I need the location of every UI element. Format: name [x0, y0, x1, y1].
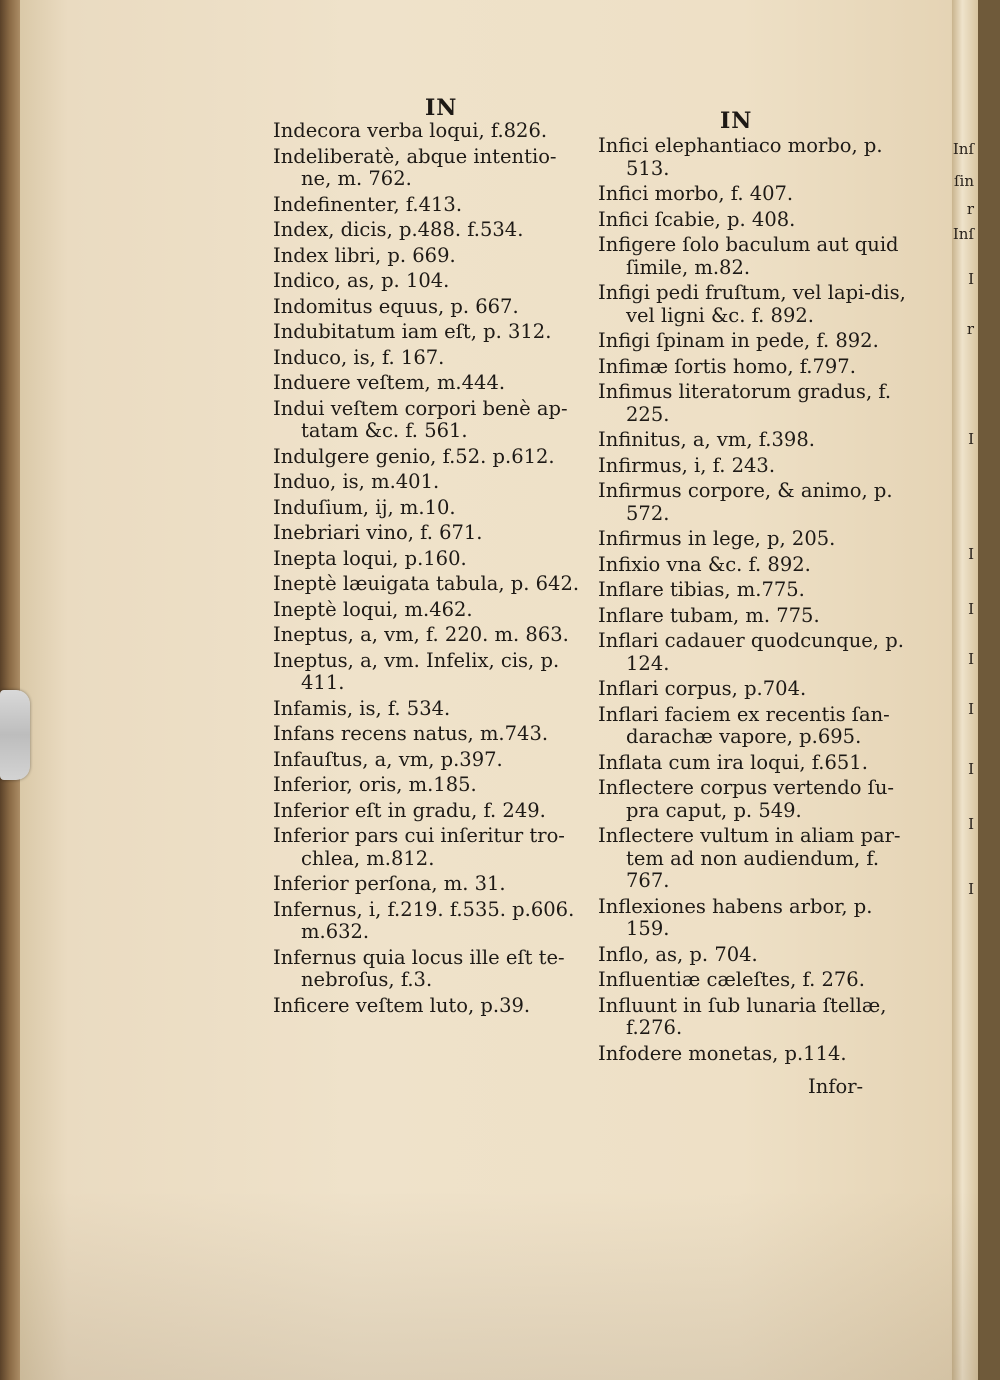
index-entry: Inferior eſt in gradu, f. 249.: [273, 798, 546, 822]
index-entry: Infigi pedi fruſtum, vel lapi-dis, vel ligni &c. f. 892.: [598, 281, 906, 327]
index-entry: Inflari faciem ex recentis ſan-darachæ vapore, p.695.: [598, 702, 890, 748]
index-entry: Inflari corpus, p.704.: [598, 677, 807, 700]
index-entry: Inepta loqui, p.160.: [273, 546, 467, 570]
index-entry: Infigi ſpinam in pede, f. 892.: [598, 329, 879, 352]
index-entry: Indecora verba loqui, f.826.: [273, 119, 548, 142]
index-entry: Indico, as, p. 104.: [273, 269, 450, 292]
index-entry: Inflectere vultum in aliam par-tem ad non audiendum, f. 767.: [598, 824, 901, 892]
index-entry: Inferior perſona, m. 31.: [273, 872, 506, 895]
left-column-header: IN: [425, 95, 458, 121]
index-entry: Indulgere genio, f.52. p.612.: [273, 444, 555, 468]
right-index-column: [598, 135, 910, 1068]
index-entry: Inflexiones habens arbor, p. 159.: [598, 894, 873, 940]
index-entry: Ineptus, a, vm, f. 220. m. 863.: [273, 623, 569, 646]
next-page-fragment: I: [968, 600, 974, 618]
catchword: Infor-: [808, 1075, 864, 1098]
index-entry: Inflari cadauer quodcunque, p. 124.: [598, 629, 904, 675]
index-entry: Infernus, i, f.219. f.535. p.606. m.632.: [273, 897, 575, 943]
next-page-fragment: ſin: [953, 172, 974, 190]
index-entry: Inflare tubam, m. 775.: [598, 603, 820, 627]
page-clip: [0, 690, 30, 780]
index-entry: Inflare tibias, m.775.: [598, 578, 805, 601]
next-page-fragment: r: [966, 200, 974, 218]
index-entry: Inflata cum ira loqui, f.651.: [598, 750, 868, 774]
index-entry: Infernus quia locus ille eſt te-nebroſus, f.3.: [273, 945, 565, 991]
index-entry: Infauſtus, a, vm, p.397.: [273, 747, 503, 771]
index-entry: Infodere monetas, p.114.: [598, 1041, 847, 1065]
index-entry: Inficere veſtem luto, p.39.: [273, 993, 531, 1017]
index-entry: Indomitus equus, p. 667.: [273, 294, 519, 318]
index-entry: Infirmus, i, f. 243.: [598, 453, 776, 477]
next-page-fragment: I: [968, 545, 974, 563]
index-entry: Infixio vna &c. f. 892.: [598, 552, 811, 576]
index-entry: Indubitatum iam eſt, p. 312.: [273, 320, 552, 343]
index-entry: Inflo, as, p. 704.: [598, 942, 758, 966]
left-index-column: [273, 120, 583, 1020]
index-entry: Infamis, is, f. 534.: [273, 696, 451, 720]
index-entry: Infigere ſolo baculum aut quid ſimile, m.82.: [598, 233, 899, 279]
index-entry: Ineptus, a, vm. Infelix, cis, p. 411.: [273, 648, 560, 694]
next-page-fragment: I: [968, 815, 974, 833]
index-entry: Induo, is, m.401.: [273, 470, 440, 493]
index-entry: Inferior pars cui inſeritur tro-chlea, m.812.: [273, 824, 565, 870]
next-page-fragment: I: [968, 650, 974, 668]
index-entry: Influunt in ſub lunaria ſtellæ, f.276.: [598, 993, 887, 1039]
next-page-fragment: I: [968, 760, 974, 778]
index-entry: Index, dicis, p.488. f.534.: [273, 218, 524, 241]
index-entry: Indeliberatè, abque intentio-ne, m. 762.: [273, 144, 557, 190]
index-entry: Infimæ ſortis homo, f.797.: [598, 354, 856, 378]
index-entry: Infirmus corpore, & animo, p. 572.: [598, 479, 893, 525]
page-shadow: [20, 1190, 980, 1380]
next-page-fragment: I: [968, 700, 974, 718]
index-entry: Infans recens natus, m.743.: [273, 722, 549, 745]
index-entry: Induſium, ij, m.10.: [273, 495, 456, 519]
index-entry: Infirmus in lege, p, 205.: [598, 527, 836, 550]
index-entry: Inferior, oris, m.185.: [273, 773, 477, 796]
next-page-fragment: I: [968, 430, 974, 448]
index-entry: Ineptè læuigata tabula, p. 642.: [273, 572, 580, 595]
next-page-fragment: r: [966, 320, 974, 338]
index-entry: Induere veſtem, m.444.: [273, 371, 506, 394]
index-entry: Indui veſtem corpori benè ap-tatam &c. f. 561.: [273, 396, 568, 442]
index-entry: Indefinenter, f.413.: [273, 192, 463, 216]
right-column-header: IN: [720, 108, 753, 134]
index-entry: Infimus literatorum gradus, f. 225.: [598, 380, 892, 426]
index-entry: Infinitus, a, vm, f.398.: [598, 428, 815, 451]
next-page-fragment: I: [968, 880, 974, 898]
index-entry: Index libri, p. 669.: [273, 243, 456, 267]
index-entry: Inflectere corpus vertendo ſu-pra caput, p. 549.: [598, 776, 894, 822]
next-page-fragment: I: [968, 270, 974, 288]
index-entry: Inebriari vino, f. 671.: [273, 521, 483, 544]
index-entry: Influentiæ cæleſtes, f. 276.: [598, 968, 865, 991]
index-entry: Ineptè loqui, m.462.: [273, 597, 473, 621]
next-page-edge: [952, 0, 978, 1380]
next-page-fragment: Inſ: [952, 225, 974, 243]
index-entry: Infici morbo, f. 407.: [598, 182, 794, 205]
index-entry: Infici elephantiaco morbo, p. 513.: [598, 134, 883, 180]
next-page-fragment: Inſ: [952, 140, 974, 158]
index-entry: Infici ſcabie, p. 408.: [598, 207, 796, 231]
index-entry: Induco, is, f. 167.: [273, 345, 445, 369]
